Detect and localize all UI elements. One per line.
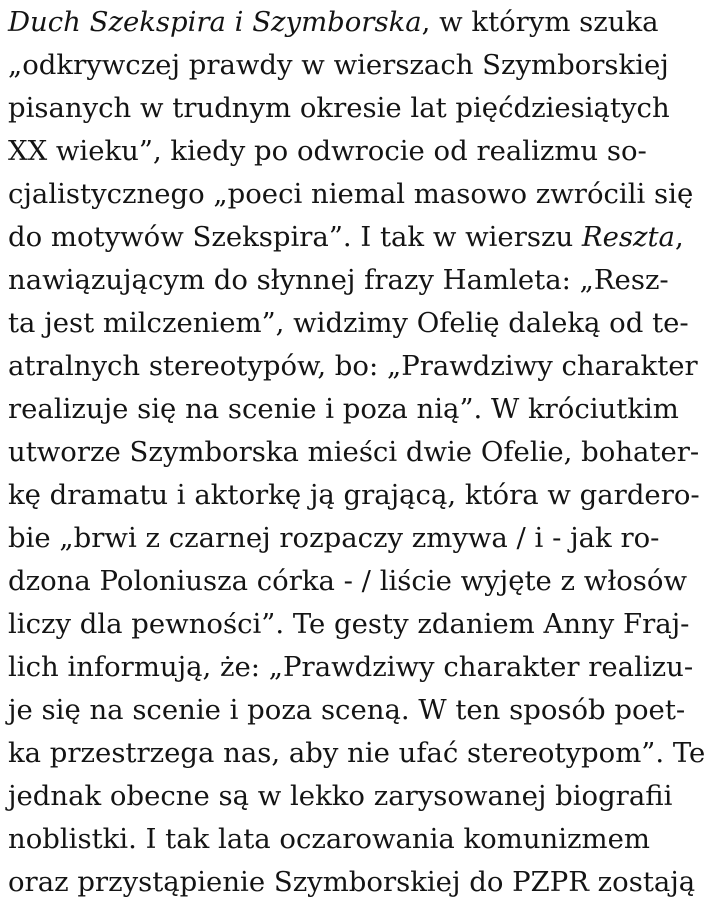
line-1-rest: , w którym szuka <box>421 6 659 38</box>
text-line-9: atralnych stereotypów, bo: „Prawdziwy charakter <box>8 350 698 382</box>
text-line-18: ka przestrzega nas, aby nie ufać stereotypom”. Te <box>8 737 705 769</box>
text-line-4: XX wieku”, kiedy po odwrocie od realizmu so- <box>8 135 647 167</box>
text-line-17: je się na scenie i poza sceną. W ten sposób poet- <box>8 694 686 726</box>
page-text-block <box>8 0 705 900</box>
text-line-13: bie „brwi z czarnej rozpaczy zmywa / i - jak ro- <box>8 522 660 554</box>
text-line-20: noblistki. I tak lata oczarowania komunizmem <box>8 823 650 855</box>
text-line-8: ta jest milczeniem”, widzimy Ofelię daleką od te- <box>8 307 689 339</box>
text-line-3: pisanych w trudnym okresie lat pięćdziesiątych <box>8 92 670 124</box>
text-line-1 <box>8 0 659 44</box>
line-6-end: , <box>674 221 684 253</box>
text-line-5: cjalistycznego „poeci niemal masowo zwrócili się <box>8 178 694 210</box>
text-line-12: kę dramatu i aktorkę ją grającą, która w gardero- <box>8 479 700 511</box>
text-line-7: nawiązującym do słynnej frazy Hamleta: „Resz- <box>8 264 669 296</box>
text-line-19: jednak obecne są w lekko zarysowanej biografii <box>8 780 673 812</box>
text-line-14: dzona Poloniusza córka - / liście wyjęte z włosów <box>8 565 688 597</box>
text-line-21: oraz przystąpienie Szymborskiej do PZPR zostają <box>8 866 696 898</box>
text-line-15: liczy dla pewności”. Te gesty zdaniem Anny Fraj- <box>8 608 690 640</box>
text-line-10: realizuje się na scenie i poza nią”. W króciutkim <box>8 393 679 425</box>
text-line-11: utworze Szymborska mieści dwie Ofelie, bohater- <box>8 436 700 468</box>
text-line-6 <box>8 215 684 259</box>
text-line-16: lich informują, że: „Prawdziwy charakter realizu- <box>8 651 694 683</box>
line-6-start: do motywów Szekspira”. I tak w wierszu <box>8 221 582 253</box>
text-line-2: „odkrywczej prawdy w wierszach Szymborskiej <box>8 49 669 81</box>
italic-title-reszta: Reszta <box>581 221 675 253</box>
italic-title-duch-szekspira: Duch Szekspira i Szymborska <box>8 6 422 38</box>
